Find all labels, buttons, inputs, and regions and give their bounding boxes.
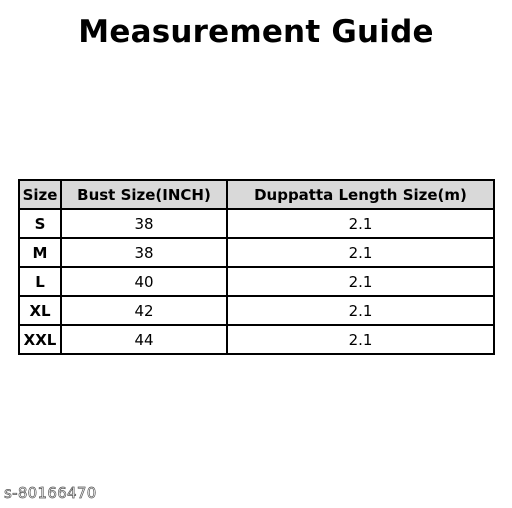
cell-size: L bbox=[19, 267, 61, 296]
cell-bust: 40 bbox=[61, 267, 227, 296]
table-row bbox=[19, 296, 494, 325]
cell-size: XXL bbox=[19, 325, 61, 354]
cell-size: M bbox=[19, 238, 61, 267]
sku-watermark: s-80166470 bbox=[4, 484, 97, 502]
cell-bust: 42 bbox=[61, 296, 227, 325]
cell-duppatta: 2.1 bbox=[227, 325, 494, 354]
table-row bbox=[19, 238, 494, 267]
cell-size: XL bbox=[19, 296, 61, 325]
cell-bust: 44 bbox=[61, 325, 227, 354]
cell-bust: 38 bbox=[61, 209, 227, 238]
header-duppatta-length: Duppatta Length Size(m) bbox=[227, 180, 494, 209]
table-row bbox=[19, 209, 494, 238]
table-row bbox=[19, 325, 494, 354]
page-title: Measurement Guide bbox=[78, 14, 434, 50]
cell-duppatta: 2.1 bbox=[227, 209, 494, 238]
table-header-row bbox=[19, 180, 494, 209]
cell-duppatta: 2.1 bbox=[227, 267, 494, 296]
cell-duppatta: 2.1 bbox=[227, 238, 494, 267]
measurement-table bbox=[18, 179, 495, 355]
cell-bust: 38 bbox=[61, 238, 227, 267]
cell-size: S bbox=[19, 209, 61, 238]
table-row bbox=[19, 267, 494, 296]
cell-duppatta: 2.1 bbox=[227, 296, 494, 325]
header-bust-size: Bust Size(INCH) bbox=[61, 180, 227, 209]
header-size: Size bbox=[19, 180, 61, 209]
